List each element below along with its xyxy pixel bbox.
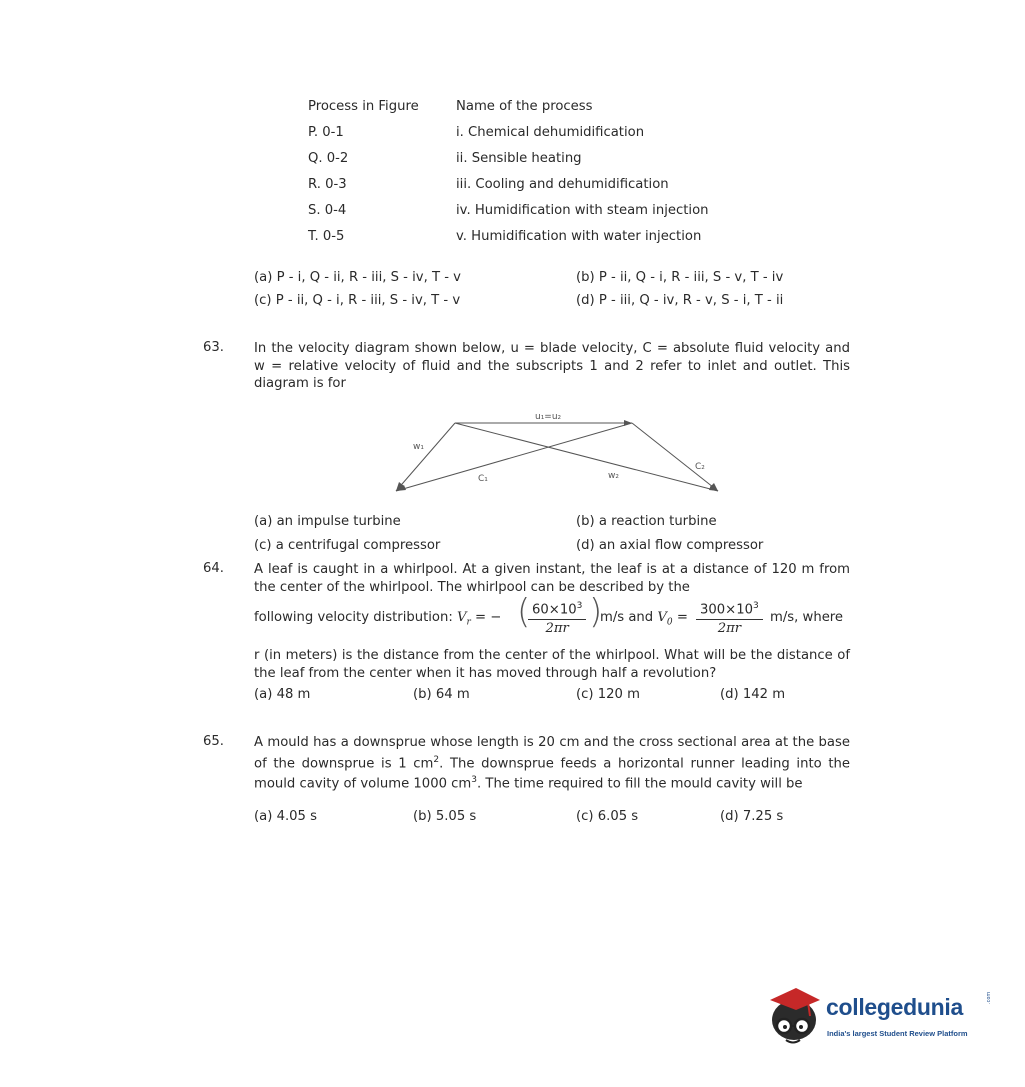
q63-option-c: (c) a centrifugal compressor [254, 538, 441, 553]
q65-option-c: (c) 6.05 s [576, 809, 639, 824]
equation-mid: m/s and $V_0$ = [600, 610, 688, 628]
fraction-vo: $\frac{300\times 10^3}{2\pi r}$ [696, 601, 763, 636]
equation-tail: m/s, where [770, 610, 844, 625]
label-u: u₁=u₂ [535, 412, 562, 422]
q65-option-d: (d) 7.25 s [720, 809, 784, 824]
q64-option-d: (d) 142 m [720, 687, 786, 702]
table-row-process: S. 0-4 [308, 203, 347, 218]
q64-option-a: (a) 48 m [254, 687, 311, 702]
q65-option-b: (b) 5.05 s [413, 809, 477, 824]
table-row-process: Q. 0-2 [308, 151, 349, 166]
fraction-vr: $\frac{60\times 10^3}{2\pi r}$ [528, 601, 586, 636]
label-c1: C₁ [478, 474, 488, 484]
collegedunia-logo [762, 980, 1002, 1050]
table-header-name: Name of the process [456, 99, 593, 114]
c1-vector [396, 423, 632, 491]
q65-option-a: (a) 4.05 s [254, 809, 317, 824]
mascot-icon [762, 980, 826, 1052]
logo-wordmark: collegedunia [826, 994, 963, 1020]
label-w2: w₂ [608, 471, 619, 481]
q63-option-a: (a) an impulse turbine [254, 514, 401, 529]
question-text: A mould has a downsprue whose length is 20 cm and the cross sectional area at the base of the downsprue is 1 $cm^2$. The downsprue feeds a horizontal runner leading into the mould cavity of volume 1000 $cm^3$. The time required to fill the mould cavity will be [254, 735, 850, 792]
velocity-diagram [380, 405, 740, 505]
q63-option-b: (b) a reaction turbine [576, 514, 717, 529]
w1-vector [396, 423, 455, 491]
arrowhead-u [624, 420, 632, 426]
q62-option-b: (b) P - ii, Q - i, R - iii, S - v, T - iv [576, 270, 784, 285]
q62-option-c: (c) P - ii, Q - i, R - iii, S - iv, T - v [254, 293, 461, 308]
table-row-process: P. 0-1 [308, 125, 344, 140]
question-text: A leaf is caught in a whirlpool. At a given instant, the leaf is at a distance of 120 m from the center of the whirlpool. The whirlpool can be described by the [254, 562, 850, 595]
table-row-name: v. Humidification with water injection [456, 229, 702, 244]
table-row-name: iv. Humidification with steam injection [456, 203, 709, 218]
label-c2: C₂ [695, 462, 705, 472]
logo-suffix: .com [986, 991, 992, 1004]
paren-left: ( [517, 592, 531, 632]
question-text-continued: r (in meters) is the distance from the center of the whirlpool. What will be the distance of the leaf from the center when it has moved through half a revolution? [254, 648, 850, 681]
table-row-name: ii. Sensible heating [456, 151, 582, 166]
q62-option-d: (d) P - iii, Q - iv, R - v, S - i, T - ii [576, 293, 784, 308]
q64-option-c: (c) 120 m [576, 687, 640, 702]
table-row-process: R. 0-3 [308, 177, 347, 192]
q64-option-b: (b) 64 m [413, 687, 470, 702]
q63-option-d: (d) an axial flow compressor [576, 538, 764, 553]
table-header-process: Process in Figure [308, 99, 419, 114]
question-number: 65. [203, 734, 224, 749]
question-number: 64. [203, 561, 224, 576]
paren-right: ) [589, 592, 603, 632]
question-number: 63. [203, 340, 224, 355]
table-row-process: T. 0-5 [308, 229, 345, 244]
label-w1: w₁ [413, 442, 424, 452]
w2-vector [455, 423, 718, 491]
c2-vector [632, 423, 718, 491]
table-row-name: i. Chemical dehumidification [456, 125, 645, 140]
question-text: In the velocity diagram shown below, u = blade velocity, C = absolute fluid velocity and w = relative velocity of fluid and the subscripts 1 and 2 refer to inlet and outlet. This diagram is for [254, 341, 850, 391]
table-row-name: iii. Cooling and dehumidification [456, 177, 669, 192]
equation-lead: following velocity distribution: $V_r$ = − [254, 610, 502, 628]
q62-option-a: (a) P - i, Q - ii, R - iii, S - iv, T - v [254, 270, 461, 285]
logo-tagline: India's largest Student Review Platform [827, 1029, 968, 1038]
